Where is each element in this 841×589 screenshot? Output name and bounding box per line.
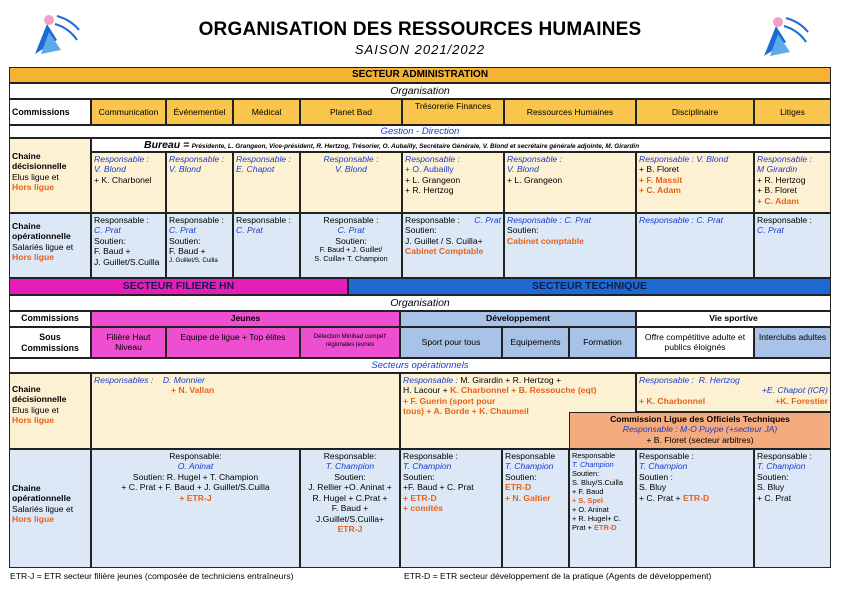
- dec-disciplinaire: Responsable : V. Blond + B. Floret + F. Massit + C. Adam: [636, 152, 754, 213]
- footer-note-etr-j: ETR-J = ETR secteur filière jeunes (composée de techniciens entraîneurs): [10, 571, 294, 581]
- commission-vie-sportive: Vie sportive: [636, 311, 831, 327]
- tech-op-interclubs: Responsable : T. Champion Soutien: S. Bluy + C. Prat: [754, 449, 831, 568]
- op-disciplinaire: Responsable : C. Prat: [636, 213, 754, 278]
- op-litiges: Responsable : C. Prat: [754, 213, 831, 278]
- dec-tresorerie: Responsable : + O. Aubailly + L. Grangeon + R. Hertzog: [402, 152, 504, 213]
- tech-op-offre-competitive: Responsable : T. Champion Soutien : S. Bluy + C. Prat + ETR-D: [636, 449, 754, 568]
- sous-formation: Formation: [569, 327, 636, 358]
- tech-operation-label: Chaine opérationnelle Salariés ligue et Hors ligue: [9, 449, 91, 568]
- tech-op-jeunes: Responsable: O. Aninat Soutien: R. Hugel + T. Champion + C. Prat + F. Baud + J. Guillet/S.Cuilla + ETR-J: [91, 449, 300, 568]
- admin-commissions-label: Commissions: [9, 99, 91, 125]
- page-subtitle: SAISON 2021/2022: [354, 42, 486, 57]
- dec-evenementiel: Responsable : V. Blond: [166, 152, 233, 213]
- op-evenementiel: Responsable : C. Prat Soutien: F. Baud + J. Guillet/S. Cuilla: [166, 213, 233, 278]
- sous-equipements: Equipements: [502, 327, 569, 358]
- ligue-logo-left: [27, 10, 85, 56]
- commission-communication: Communication: [91, 99, 166, 125]
- tech-dec-jeunes: Responsables : D. Monnier + N. Vallan: [91, 373, 400, 449]
- sous-interclubs-adultes: Interclubs adultes: [754, 327, 831, 358]
- dec-planet-bad: Responsable : V. Blond: [300, 152, 402, 213]
- tech-op-detection: Responsable: T. Champion Soutien: J. Rellier +O. Aninat + R. Hugel + C.Prat + F. Baud + J.Guillet/S.Cuilla+ ETR-J: [300, 449, 400, 568]
- admin-organisation: Organisation: [9, 83, 831, 99]
- sous-filiere-haut-niveau: Filière Haut Niveau: [91, 327, 166, 358]
- dec-litiges: Responsable : M Girardin + R. Hertzog + B. Floret + C. Adam: [754, 152, 831, 213]
- tech-op-equipements: Responsable T. Champion Soutien: ETR-D + N. Galtier: [502, 449, 569, 568]
- tech-op-formation: Responsable T. Champion Soutien: S. Bluy/S.Cuilla + F. Baud + S. Spel + O. Aninat + R. Hugel+ C. Prat + ETR-D: [569, 449, 636, 568]
- dec-communication: Responsable : V. Blond + K. Charbonel: [91, 152, 166, 213]
- sous-detection-minibad: Détection Minibad compét' régionales jeunes: [300, 327, 400, 358]
- commission-planet-bad: Planet Bad: [300, 99, 402, 125]
- commission-developpement: Développement: [400, 311, 636, 327]
- commission-evenementiel: Événementiel: [166, 99, 233, 125]
- commission-medical: Médical: [233, 99, 300, 125]
- sous-equipe-ligue: Equipe de ligue + Top élites: [166, 327, 300, 358]
- op-tresorerie: Responsable : C. Prat Soutien: J. Guillet / S. Cuilla+ Cabinet Comptable: [402, 213, 504, 278]
- sector-technique-header: SECTEUR TECHNIQUE: [348, 278, 831, 295]
- commission-ressources-humaines: Ressources Humaines: [504, 99, 636, 125]
- commission-litiges: Litiges: [754, 99, 831, 125]
- dec-medical: Responsable : E. Chapot: [233, 152, 300, 213]
- commission-jeunes: Jeunes: [91, 311, 400, 327]
- op-rh: Responsable : C. Prat Soutien: Cabinet comptable: [504, 213, 636, 278]
- ligue-logo-right: [756, 12, 814, 58]
- tech-decision-label: Chaine décisionnelle Elus ligue et Hors ligue: [9, 373, 91, 449]
- sector-filiere-header: SECTEUR FILIERE HN: [9, 278, 348, 295]
- tech-dec-developpement: Responsable : M. Girardin + R. Hertzog + H. Lacour + K. Charbonnel + B. Ressouche (eqt) + F. Guerin (sport pour tous) + A. Borde + K. Chaumeil: [400, 373, 636, 449]
- admin-decision-label: Chaine décisionnelle Elus ligue et Hors ligue: [9, 138, 91, 213]
- commission-disciplinaire: Disciplinaire: [636, 99, 754, 125]
- page-title: ORGANISATION DES RESSOURCES HUMAINES: [198, 19, 642, 40]
- sector-admin-header: SECTEUR ADMINISTRATION: [9, 67, 831, 83]
- commission-officiels-techniques: Commission Ligue des Officiels Techniques Responsable : M-O Puype (+secteur JA) + B. Floret (secteur arbitres): [569, 412, 831, 449]
- tech-dec-vie-sportive: Responsable : R. Hertzog +E. Chapot (ICR) + K. Charbonnel +K. Forestier: [636, 373, 831, 412]
- commission-tresorerie: Trésorerie Finances: [402, 99, 504, 125]
- tech-sous-commissions-label: Sous Commissions: [9, 327, 91, 358]
- admin-gestion-direction: Gestion - Direction: [9, 125, 831, 138]
- op-communication: Responsable : C. Prat Soutien: F. Baud + J. Guillet/S.Cuilla: [91, 213, 166, 278]
- footer-note-etr-d: ETR-D = ETR secteur développement de la pratique (Agents de développement): [404, 571, 712, 581]
- tech-op-sport-pour-tous: Responsable : T. Champion Soutien: +F. Baud + C. Prat + ETR-D + comités: [400, 449, 502, 568]
- tech-commissions-label: Commissions: [9, 311, 91, 327]
- tech-organisation: Organisation: [9, 295, 831, 311]
- admin-operation-label: Chaine opérationnelle Salariés ligue et Hors ligue: [9, 213, 91, 278]
- op-medical: Responsable : C. Prat: [233, 213, 300, 278]
- sous-sport-pour-tous: Sport pour tous: [400, 327, 502, 358]
- bureau-row: Bureau = Présidente, L. Grangeon, Vice-président, R. Hertzog, Trésorier, O. Aubailly, Secrétaire Générale, V. Blond et secrétaire générale adjointe, M. Girardin: [91, 138, 831, 152]
- op-planet-bad: Responsable : C. Prat Soutien: F. Baud + J. Guillet/ S. Cuilla+ T. Champion: [300, 213, 402, 278]
- dec-rh: Responsable : V. Blond + L. Grangeon: [504, 152, 636, 213]
- tech-secteurs-operationnels: Secteurs opérationnels: [9, 358, 831, 373]
- sous-offre-competitive: Offre compétitive adulte et publics éloignés: [636, 327, 754, 358]
